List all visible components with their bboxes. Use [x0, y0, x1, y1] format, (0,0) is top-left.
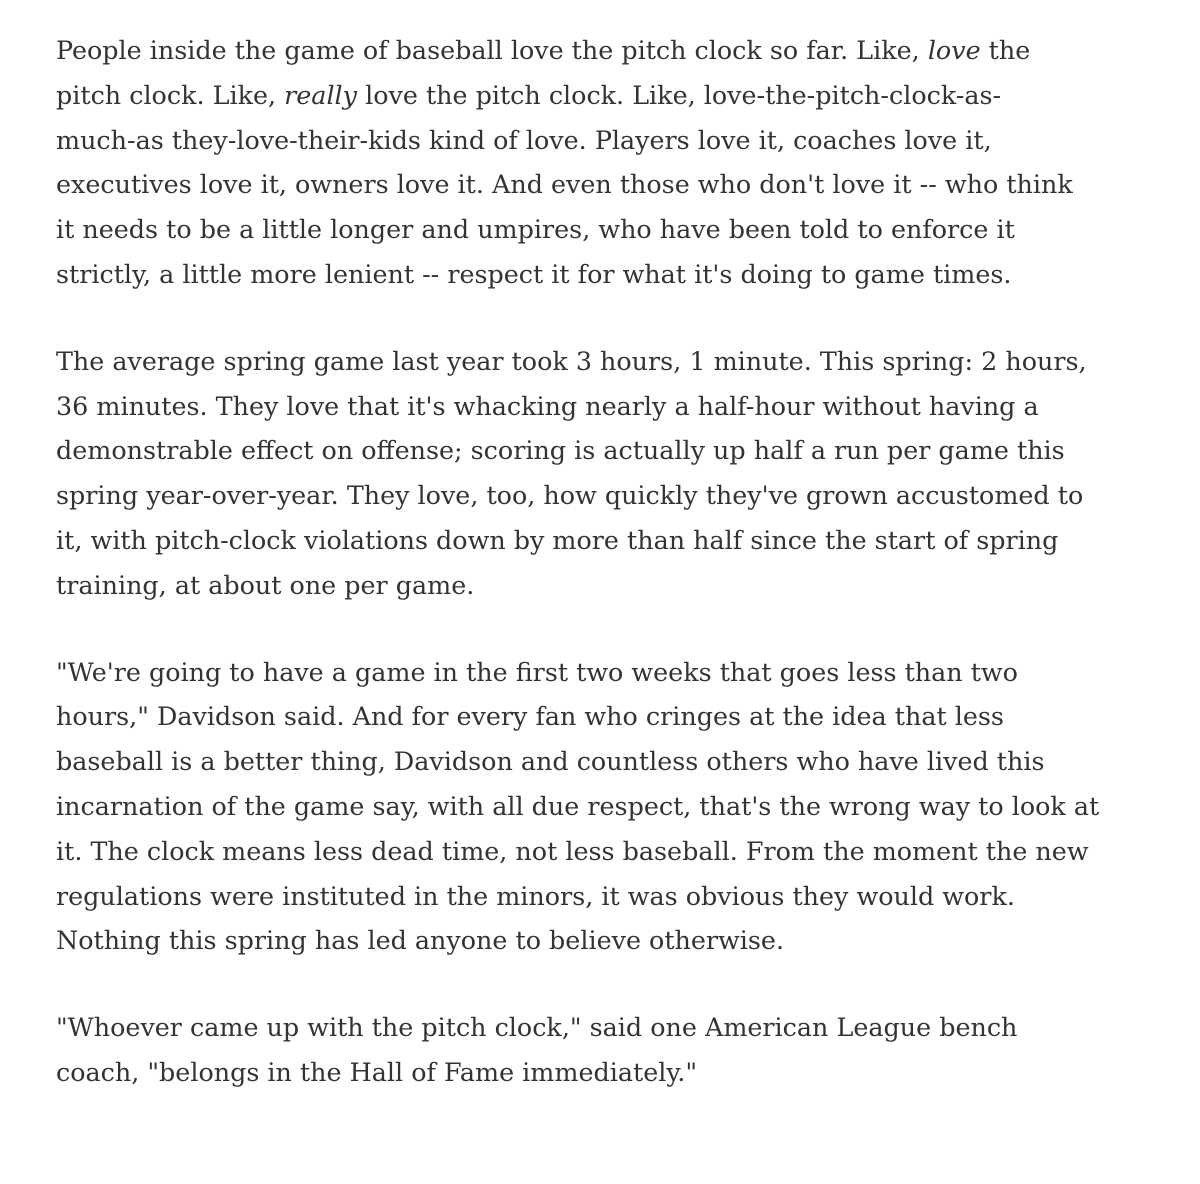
text-segment: it. The clock means less dead time, not less baseball. From the moment the new — [56, 835, 1089, 866]
article-paragraph — [56, 28, 1166, 297]
article-paragraph — [56, 650, 1166, 964]
text-segment: demonstrable effect on offense; scoring is actually up half a run per game this — [56, 435, 1065, 466]
text-line — [56, 118, 1166, 163]
text-line — [56, 563, 1166, 608]
text-segment: 36 minutes. They love that it's whacking nearly a half-hour without having a — [56, 390, 1039, 421]
text-segment: People inside the game of baseball love the pitch clock so far. Like, — [56, 35, 928, 65]
article-paragraph — [56, 339, 1166, 608]
article-body — [56, 28, 1166, 1095]
article-paragraph — [56, 1005, 1166, 1095]
emphasized-text: really — [284, 79, 358, 110]
text-segment: Nothing this spring has led anyone to believe otherwise. — [56, 925, 785, 956]
text-line — [56, 694, 1166, 739]
text-line — [56, 650, 1166, 695]
emphasized-text: love — [927, 35, 981, 65]
text-segment: the — [980, 35, 1031, 65]
text-line — [56, 73, 1166, 118]
text-line — [56, 874, 1166, 919]
text-line — [56, 518, 1166, 563]
text-segment: hours," Davidson said. And for every fan who cringes at the idea that less — [56, 701, 1004, 732]
text-segment: love the pitch clock. Like, love-the-pitch-clock-as- — [357, 79, 1002, 110]
text-segment: regulations were instituted in the minors, it was obvious they would work. — [56, 880, 1015, 911]
text-line — [56, 473, 1166, 518]
text-line — [56, 1050, 1166, 1095]
text-line — [56, 339, 1166, 384]
text-segment: strictly, a little more lenient -- respect it for what it's doing to game times. — [56, 258, 1012, 289]
text-line — [56, 918, 1166, 963]
text-segment: spring year-over-year. They love, too, how quickly they've grown accustomed to — [56, 480, 1084, 511]
text-segment: it needs to be a little longer and umpires, who have been told to enforce it — [56, 214, 1015, 245]
text-line — [56, 28, 1166, 73]
text-segment: "We're going to have a game in the first two weeks that goes less than two — [56, 656, 1018, 687]
text-segment: training, at about one per game. — [56, 569, 475, 600]
text-segment: baseball is a better thing, Davidson and countless others who have lived this — [56, 746, 1045, 777]
text-line — [56, 829, 1166, 874]
text-line — [56, 428, 1166, 473]
text-line — [56, 384, 1166, 429]
text-segment: it, with pitch-clock violations down by more than half since the start of spring — [56, 524, 1059, 555]
text-line — [56, 739, 1166, 784]
text-segment: "Whoever came up with the pitch clock," said one American League bench — [56, 1012, 1018, 1043]
text-segment: pitch clock. Like, — [56, 79, 285, 110]
text-segment: coach, "belongs in the Hall of Fame immediately." — [56, 1056, 698, 1087]
text-line — [56, 162, 1166, 207]
text-line — [56, 784, 1166, 829]
text-segment: incarnation of the game say, with all due respect, that's the wrong way to look at — [56, 790, 1100, 821]
text-segment: executives love it, owners love it. And even those who don't love it -- who think — [56, 169, 1073, 200]
text-line — [56, 207, 1166, 252]
text-line — [56, 252, 1166, 297]
text-line — [56, 1005, 1166, 1050]
text-segment: The average spring game last year took 3 hours, 1 minute. This spring: 2 hours, — [56, 345, 1087, 376]
text-segment: much-as they-love-their-kids kind of love. Players love it, coaches love it, — [56, 124, 992, 155]
